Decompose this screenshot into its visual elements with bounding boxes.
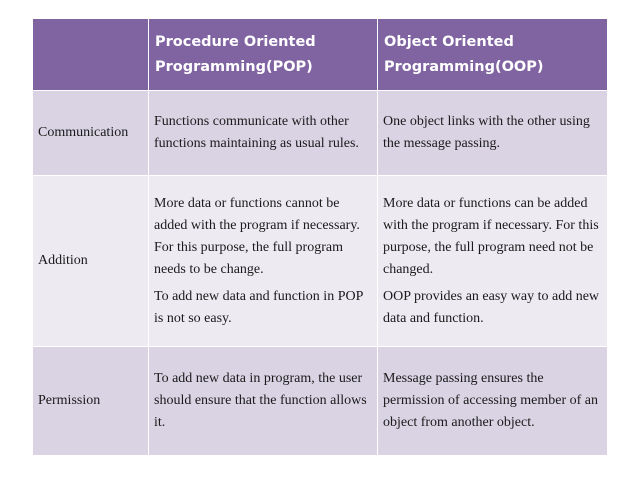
oop-cell <box>378 347 608 456</box>
cell-paragraph: OOP provides an easy way to add new data and function. <box>383 288 600 326</box>
header-oop: Object Oriented Programming(OOP) <box>378 19 608 91</box>
cell-paragraph: To add new data in program, the user should ensure that the function allows it. <box>154 371 367 430</box>
pop-cell <box>149 347 378 456</box>
oop-cell <box>378 91 608 176</box>
header-pop: Procedure Oriented Programming(POP) <box>149 19 378 91</box>
header-row <box>33 19 608 91</box>
cell-paragraph: One object links with the other using the message passing. <box>383 114 590 151</box>
header-blank-cell <box>33 19 149 91</box>
oop-cell <box>378 176 608 347</box>
pop-cell <box>149 176 378 347</box>
row-label: Addition <box>33 176 149 347</box>
cell-paragraph: More data or functions can be added with the program if necessary. For this purpose, the full program need not be changed. <box>383 195 599 277</box>
cell-paragraph: Functions communicate with other functions maintaining as usual rules. <box>154 114 359 151</box>
pop-cell <box>149 91 378 176</box>
row-label: Permission <box>33 347 149 456</box>
cell-paragraph: To add new data and function in POP is not so easy. <box>154 288 363 326</box>
table-row <box>33 91 608 176</box>
table-row <box>33 176 608 347</box>
cell-paragraph: Message passing ensures the permission of accessing member of an object from another object. <box>383 371 598 430</box>
comparison-table <box>32 18 608 456</box>
table-row <box>33 347 608 456</box>
cell-paragraph: More data or functions cannot be added with the program if necessary. For this purpose, the full program needs to be change. <box>154 195 360 277</box>
row-label: Communication <box>33 91 149 176</box>
